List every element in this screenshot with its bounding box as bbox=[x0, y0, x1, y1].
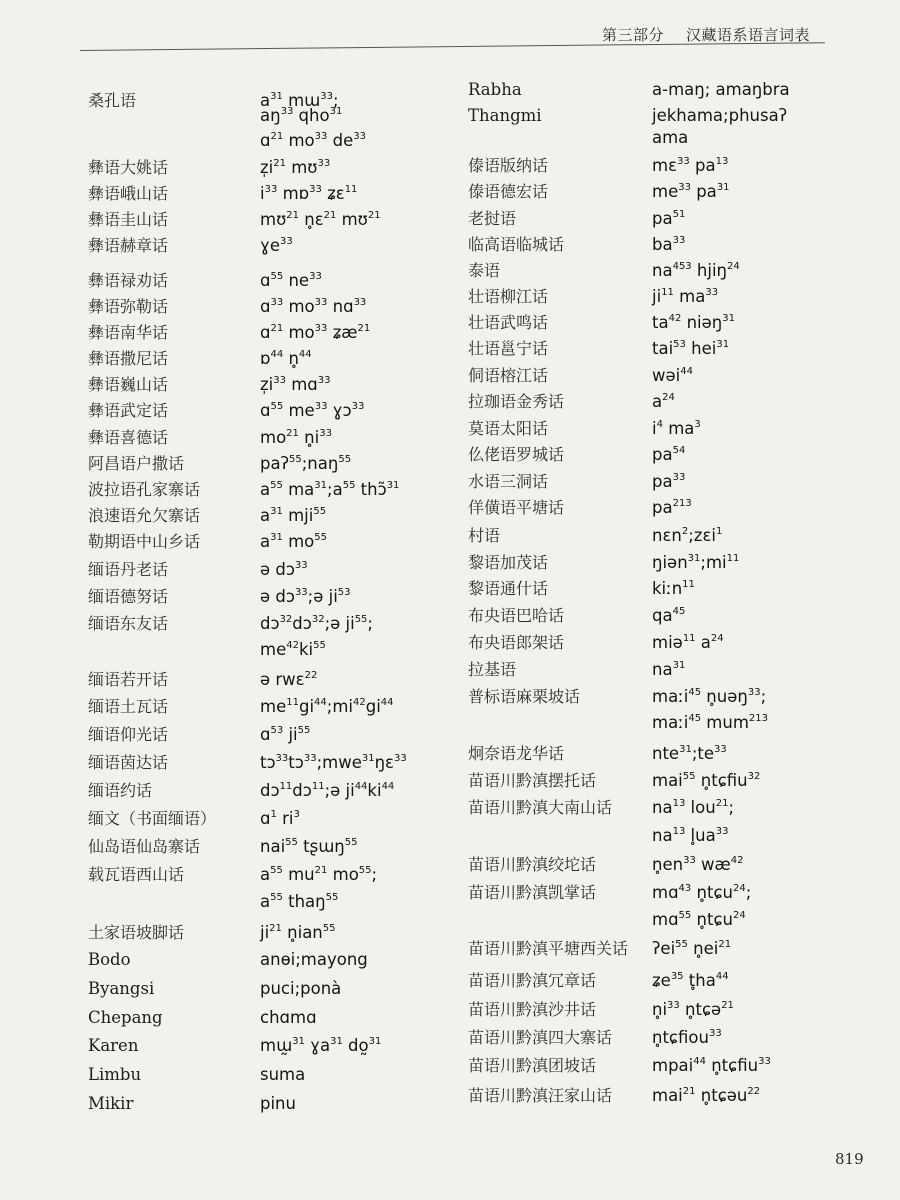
word-form: jekhama;phusaʔ bbox=[652, 106, 788, 125]
word-form: $aŋ^{33}$ qho$^{31}$ bbox=[260, 106, 343, 125]
word-form: $me^{33}$ $pa^{31}$ bbox=[652, 182, 730, 201]
language-name: 傣语德宏话 bbox=[468, 182, 549, 201]
word-form: $ji^{11}$ $ma^{33}$ bbox=[652, 287, 719, 306]
word-form: ɒ$^{44}$ n̥$^{44}$ bbox=[260, 349, 312, 368]
language-name: 仫佬语罗城话 bbox=[468, 445, 565, 464]
language-name: Mikir bbox=[88, 1094, 134, 1113]
word-form: $pa^{213}$ bbox=[652, 498, 692, 517]
language-name: 波拉语孔家寨话 bbox=[88, 480, 201, 499]
language-name: 彝语峨山话 bbox=[88, 184, 169, 203]
word-form: pinu bbox=[260, 1094, 296, 1113]
word-form: $ba^{33}$ bbox=[652, 235, 686, 254]
language-name: 载瓦语西山话 bbox=[88, 865, 185, 884]
language-name: 缅语德努话 bbox=[88, 587, 169, 606]
word-form: $ta^{42}$ niəŋ$^{31}$ bbox=[652, 313, 735, 332]
word-form: $me^{11}gi^{44};mi^{42}gi^{44}$ bbox=[260, 697, 394, 716]
word-form: $pa^{51}$ bbox=[652, 209, 686, 228]
language-name: 苗语川黔滇大南山话 bbox=[468, 798, 613, 817]
word-form: dɔ$^{11}$dɔ$^{11}$;ə $ji^{44}ki^{44}$ bbox=[260, 781, 395, 800]
language-name: 炯奈语龙华话 bbox=[468, 744, 565, 763]
word-form: $a^{31}$ mɯ$^{33}$; bbox=[260, 91, 339, 110]
language-name: 苗语川黔滇沙井话 bbox=[468, 1000, 597, 1019]
word-form: ɑ$^{55}$ $ne^{33}$ bbox=[260, 271, 322, 290]
word-form: $i^{33}$ mɒ$^{33}$ ʑɛ$^{11}$ bbox=[260, 184, 358, 203]
language-name: 苗语川黔滇四大寨话 bbox=[468, 1028, 613, 1047]
word-form: dɔ$^{32}$dɔ$^{32}$;ə $ji^{55}$; bbox=[260, 614, 373, 633]
language-name: 彝语赫章话 bbox=[88, 236, 169, 255]
language-name: Limbu bbox=[88, 1065, 142, 1084]
language-name: 黎语通什话 bbox=[468, 579, 549, 598]
language-name: 拉基语 bbox=[468, 660, 517, 679]
word-form: $a^{31}$ mji$^{55}$ bbox=[260, 506, 327, 525]
language-name: 缅语东友话 bbox=[88, 614, 169, 633]
language-name: 彝语巍山话 bbox=[88, 375, 169, 394]
language-name: 壮语柳江话 bbox=[468, 287, 549, 306]
word-form: a-maŋ; amaŋbra bbox=[652, 80, 790, 99]
language-name: 苗语川黔滇平塘西关话 bbox=[468, 939, 629, 958]
language-name: 缅语茵达话 bbox=[88, 753, 169, 772]
language-name: Byangsi bbox=[88, 979, 155, 998]
language-name: 壮语邕宁话 bbox=[468, 339, 549, 358]
language-name: 缅语若开话 bbox=[88, 670, 169, 689]
language-name: 普标语麻栗坡话 bbox=[468, 687, 581, 706]
word-form: mɑ$^{43}$ n̥tɕu$^{24}$; bbox=[652, 883, 752, 902]
word-form: mai$^{55}$ n̥tɕfiu$^{32}$ bbox=[652, 771, 761, 790]
word-form: n̥tɕfiou$^{33}$ bbox=[652, 1028, 722, 1047]
word-form: ə rwɛ$^{22}$ bbox=[260, 670, 318, 689]
word-form: maːi$^{45}$ mum$^{213}$ bbox=[652, 713, 769, 732]
language-name: 黎语加茂话 bbox=[468, 553, 549, 572]
language-name: 彝语南华话 bbox=[88, 323, 169, 342]
word-form: $a^{24}$ bbox=[652, 392, 675, 411]
word-form: ɑ$^{55}$ $me^{33}$ ɣɔ$^{33}$ bbox=[260, 401, 365, 420]
language-name: Rabha bbox=[468, 80, 522, 99]
word-form: ɑ$^{21}$ $mo^{33}$ $de^{33}$ bbox=[260, 131, 366, 150]
word-form: maːi$^{45}$ n̥uəŋ$^{33}$; bbox=[652, 687, 767, 706]
language-name: 泰语 bbox=[468, 261, 501, 280]
word-form: chɑmɑ bbox=[260, 1008, 317, 1027]
word-form: $pa^{33}$ bbox=[652, 472, 686, 491]
language-name: 缅语仰光话 bbox=[88, 725, 169, 744]
word-form: $na^{13}$ $l̥ua^{33}$ bbox=[652, 826, 729, 845]
word-form: $n̥i^{33}$ n̥tɕə$^{21}$ bbox=[652, 1000, 734, 1019]
language-name: 浪速语允欠寨话 bbox=[88, 506, 201, 525]
word-form: nɛn$^2$;zɛi$^1$ bbox=[652, 526, 723, 545]
language-name: 拉珈语金秀话 bbox=[468, 392, 565, 411]
language-name: 侗语榕江话 bbox=[468, 366, 549, 385]
word-form: nai$^{55}$ tʂɯŋ$^{55}$ bbox=[260, 837, 358, 856]
language-name: 村语 bbox=[468, 526, 501, 545]
word-form: $ji^{21}$ n̥ian$^{55}$ bbox=[260, 923, 336, 942]
word-form: $na^{13}$ lou$^{21}$; bbox=[652, 798, 734, 817]
word-form: ɑ$^{21}$ $mo^{33}$ ʑæ$^{21}$ bbox=[260, 323, 371, 342]
word-form: paʔ$^{55}$;naŋ$^{55}$ bbox=[260, 454, 352, 473]
language-name: 苗语川黔滇冗章话 bbox=[468, 971, 597, 990]
language-name: 苗语川黔滇团坡话 bbox=[468, 1056, 597, 1075]
language-name: 苗语川黔滇汪家山话 bbox=[468, 1086, 613, 1105]
language-name: 缅语约话 bbox=[88, 781, 153, 800]
header-part: 第三部分 bbox=[601, 26, 664, 44]
language-name: 缅文（书面缅语） bbox=[88, 809, 217, 828]
language-name: 土家语坡脚话 bbox=[88, 923, 185, 942]
language-name: 水语三洞话 bbox=[468, 472, 549, 491]
language-name: 缅语丹老话 bbox=[88, 560, 169, 579]
word-form: tɔ$^{33}$tɔ$^{33}$;mwe$^{31}$ŋɛ$^{33}$ bbox=[260, 753, 407, 772]
page-number: 819 bbox=[835, 1150, 864, 1168]
word-form: ɑ$^1$ $ri^3$ bbox=[260, 809, 300, 828]
word-form: $i^4$ $ma^3$ bbox=[652, 419, 701, 438]
word-form: puci;ponà bbox=[260, 979, 342, 998]
word-form: ɑ$^{53}$ $ji^{55}$ bbox=[260, 725, 311, 744]
word-form: $na^{31}$ bbox=[652, 660, 686, 679]
language-name: Chepang bbox=[88, 1008, 163, 1027]
word-form: mɯ̰$^{31}$ ɣa$^{31}$ do̰$^{31}$ bbox=[260, 1036, 382, 1055]
word-form: mpai$^{44}$ n̥tɕfiu$^{33}$ bbox=[652, 1056, 771, 1075]
language-name: 彝语武定话 bbox=[88, 401, 169, 420]
language-name: 仙岛语仙岛寨话 bbox=[88, 837, 201, 856]
word-form: $z̩i^{33}$ mɑ$^{33}$ bbox=[260, 375, 331, 394]
word-form: $a^{55}$ $mu^{21}$ $mo^{55}$; bbox=[260, 865, 378, 884]
language-name: 缅语土瓦话 bbox=[88, 697, 169, 716]
word-form: wəi$^{44}$ bbox=[652, 366, 693, 385]
language-name: Bodo bbox=[88, 950, 131, 969]
header-title: 汉藏语系语言词表 bbox=[685, 26, 810, 44]
word-form: $mo^{21}$ $n̥i^{33}$ bbox=[260, 428, 332, 447]
word-form: ə dɔ$^{33}$ bbox=[260, 560, 308, 579]
language-name: 彝语禄劝话 bbox=[88, 271, 169, 290]
language-name: 傣语版纳话 bbox=[468, 156, 549, 175]
language-name: 苗语川黔滇凯掌话 bbox=[468, 883, 597, 902]
language-name: Karen bbox=[88, 1036, 139, 1055]
word-form: miə$^{11}$ $a^{24}$ bbox=[652, 633, 724, 652]
language-name: 老挝语 bbox=[468, 209, 517, 228]
word-form: mai$^{21}$ n̥tɕəu$^{22}$ bbox=[652, 1086, 761, 1105]
language-name: 壮语武鸣话 bbox=[468, 313, 549, 332]
word-form: $a^{55}$ thaŋ$^{55}$ bbox=[260, 892, 339, 911]
word-form: tai$^{53}$ hei$^{31}$ bbox=[652, 339, 730, 358]
word-form: $qa^{45}$ bbox=[652, 606, 686, 625]
language-name: 莫语太阳话 bbox=[468, 419, 549, 438]
language-name: 彝语圭山话 bbox=[88, 210, 169, 229]
word-form: ɑ$^{33}$ $mo^{33}$ nɑ$^{33}$ bbox=[260, 297, 367, 316]
header-rule bbox=[80, 42, 825, 51]
word-form: $nte^{31};te^{33}$ bbox=[652, 744, 727, 763]
word-form: mɑ$^{55}$ n̥tɕu$^{24}$ bbox=[652, 910, 746, 929]
word-form: suma bbox=[260, 1065, 306, 1084]
word-form: $ŋiən^{31};mi^{11}$ bbox=[652, 553, 740, 572]
word-form: ɣe$^{33}$ bbox=[260, 236, 293, 255]
word-form: ama bbox=[652, 128, 689, 147]
language-name: 阿昌语户撒话 bbox=[88, 454, 185, 473]
language-name: 布央语郎架话 bbox=[468, 633, 565, 652]
language-name: Thangmi bbox=[468, 106, 542, 125]
word-form: mɛ$^{33}$ $pa^{13}$ bbox=[652, 156, 729, 175]
word-form: mʊ$^{21}$ n̥ɛ$^{21}$ mʊ$^{21}$ bbox=[260, 210, 381, 229]
word-form: $a^{31}$ $mo^{55}$ bbox=[260, 532, 328, 551]
word-form: $me^{42}ki^{55}$ bbox=[260, 640, 326, 659]
word-form: $n̥en^{33}$ $wæ^{42}$ bbox=[652, 855, 744, 874]
word-form: anɵi;mayong bbox=[260, 950, 368, 969]
word-form: $a^{55}$ $ma^{31};a^{55}$ thɔ̃$^{31}$ bbox=[260, 480, 400, 499]
language-name: 苗语川黔滇绞坨话 bbox=[468, 855, 597, 874]
word-form: $z̩i^{21}$ mʊ$^{33}$ bbox=[260, 158, 331, 177]
word-form: kiːn$^{11}$ bbox=[652, 579, 695, 598]
word-form: $pa^{54}$ bbox=[652, 445, 686, 464]
language-name: 彝语大姚话 bbox=[88, 158, 169, 177]
language-name: 桑孔语 bbox=[88, 91, 137, 110]
word-form: $na^{453}$ hjiŋ$^{24}$ bbox=[652, 261, 740, 280]
language-name: 彝语喜德话 bbox=[88, 428, 169, 447]
word-form: ʑe$^{35}$ $t̥ha^{44}$ bbox=[652, 971, 729, 990]
language-name: 勒期语中山乡话 bbox=[88, 532, 201, 551]
word-form: ə dɔ$^{33}$;ə $ji^{53}$ bbox=[260, 587, 351, 606]
language-name: 彝语撒尼话 bbox=[88, 349, 169, 368]
word-form: ʔei$^{55}$ $n̥ei^{21}$ bbox=[652, 939, 732, 958]
language-name: 彝语弥勒话 bbox=[88, 297, 169, 316]
language-name: 苗语川黔滇摆托话 bbox=[468, 771, 597, 790]
language-name: 佯僙语平塘话 bbox=[468, 498, 565, 517]
language-name: 临高语临城话 bbox=[468, 235, 565, 254]
language-name: 布央语巴哈话 bbox=[468, 606, 565, 625]
